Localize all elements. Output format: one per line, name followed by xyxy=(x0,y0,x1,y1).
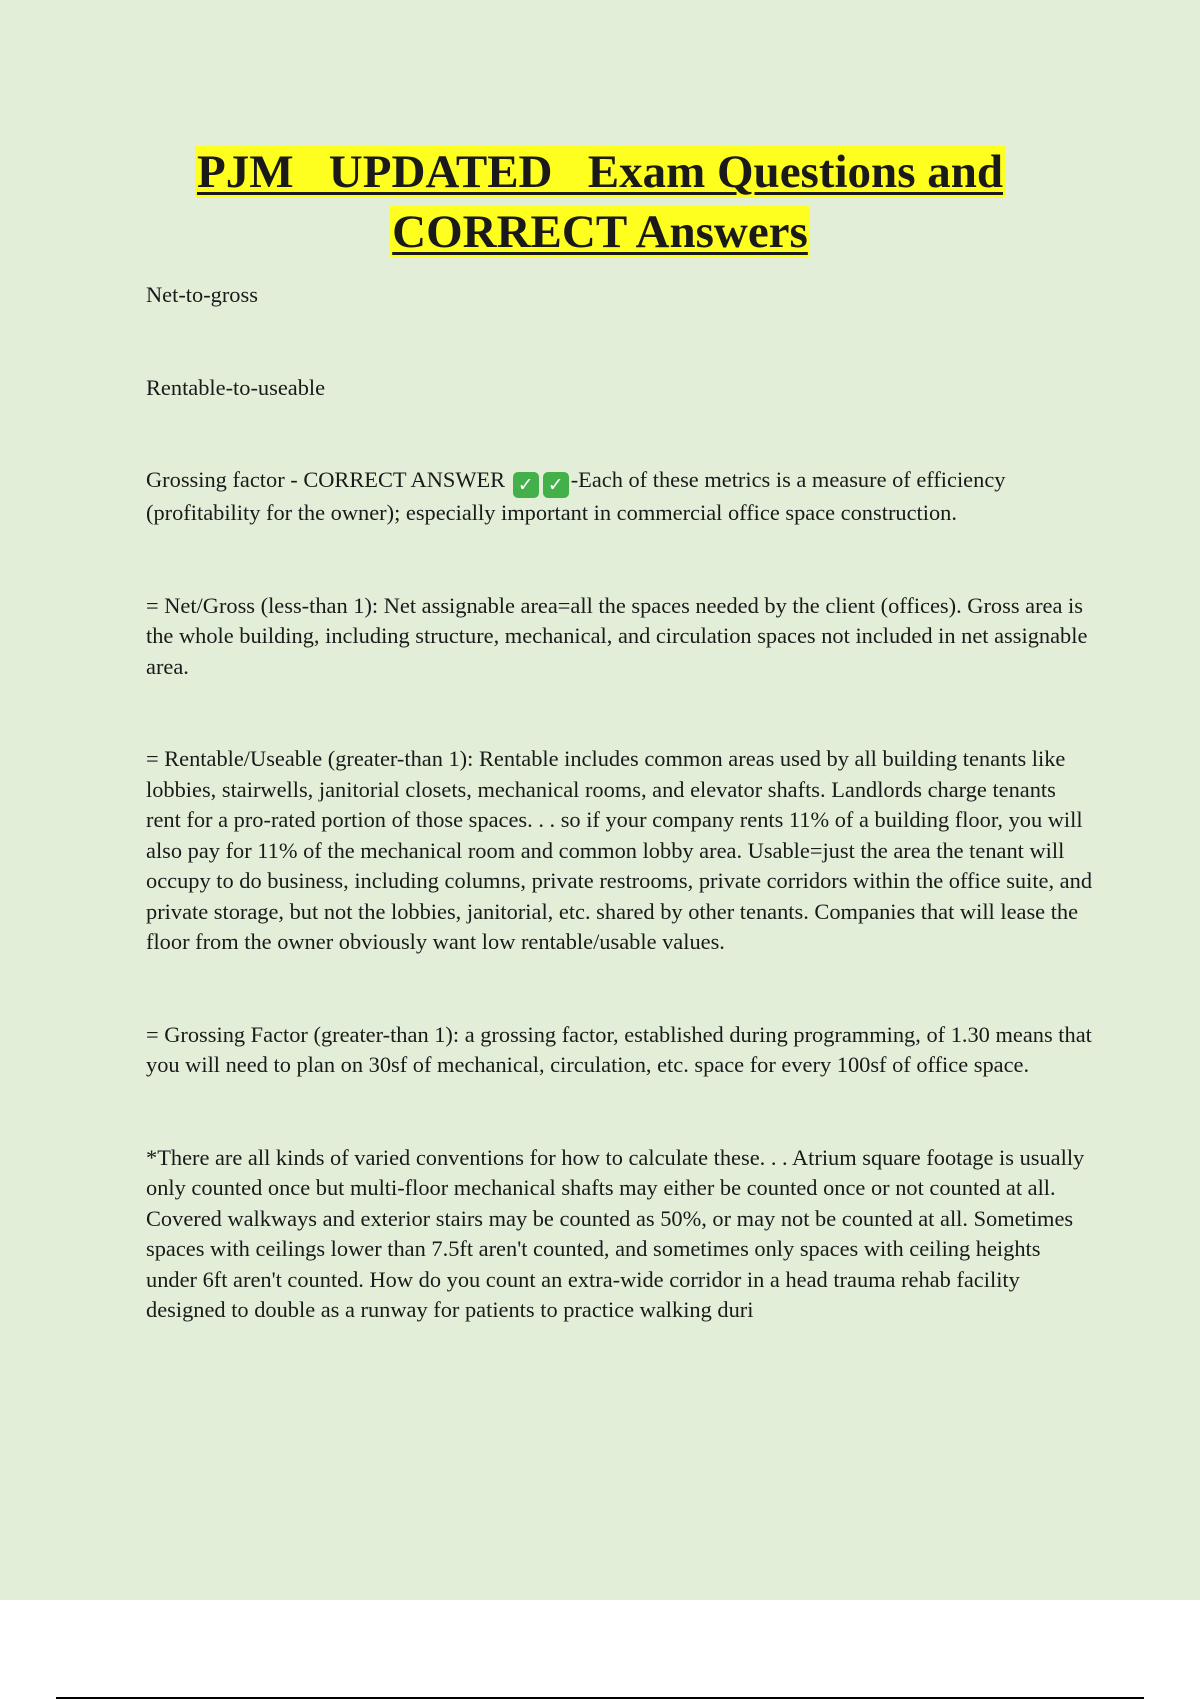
term-net-to-gross: Net-to-gross xyxy=(146,282,258,307)
question-answer xyxy=(146,465,1096,529)
title-line-2: CORRECT Answers xyxy=(392,206,808,258)
check-mark-icon: ✓ xyxy=(513,472,539,498)
question-text: Grossing factor - CORRECT ANSWER xyxy=(146,467,506,492)
answer-text: -Each of these metrics is a measure of efficiency (profitability for the owner); especially important in commercial office space construction. xyxy=(146,467,1006,525)
bullet-rentable-useable: = Rentable/Useable (greater-than 1): Rentable includes common areas used by all building tenants like lobbies, stairwells, janitorial closets, mechanical rooms, and elevator shafts. Landlords charge tenants rent for a pro-rated portion of those spaces. . . so if your company rents 11% of a building floor, you will also pay for 11% of the mechanical room and common lobby area. Usable=just the area the tenant will occupy to do business, including columns, private restrooms, private corridors within the office suite, and private storage, but not the lobbies, janitorial, etc. shared by other tenants. Companies that will lease the floor from the owner obviously want low rentable/usable values. xyxy=(146,746,1093,954)
document-body xyxy=(146,280,1096,1326)
term-rentable-to-useable: Rentable-to-useable xyxy=(146,374,326,400)
bullet-net-gross: = Net/Gross (less-than 1): Net assignable area=all the spaces needed by the client (offices). Gross area is the whole building, including structure, mechanical, and circulation spaces not included in net assignable area. xyxy=(146,592,1088,679)
page-title xyxy=(0,142,1200,262)
title-line-1: PJM UPDATED Exam Questions and xyxy=(196,146,1004,198)
check-mark-icon: ✓ xyxy=(543,472,569,498)
footer-divider xyxy=(56,1697,1144,1699)
bullet-grossing-factor: = Grossing Factor (greater-than 1): a grossing factor, established during programming, of 1.30 means that you will need to plan on 30sf of mechanical, circulation, etc. space for every 100sf of office space. xyxy=(146,1021,1092,1077)
calculation-note: *There are all kinds of varied conventions for how to calculate these. . . Atrium square footage is usually only counted once but multi-floor mechanical shafts may either be counted once or not counted at all. Covered walkways and exterior stairs may be counted as 50%, or may not be counted at all. Sometimes spaces with ceilings lower than 7.5ft aren't counted, and sometimes only spaces with ceiling heights under 6ft aren't counted. How do you count an extra-wide corridor in a head trauma rehab facility designed to double as a runway for patients to practice walking duri xyxy=(146,1144,1085,1322)
